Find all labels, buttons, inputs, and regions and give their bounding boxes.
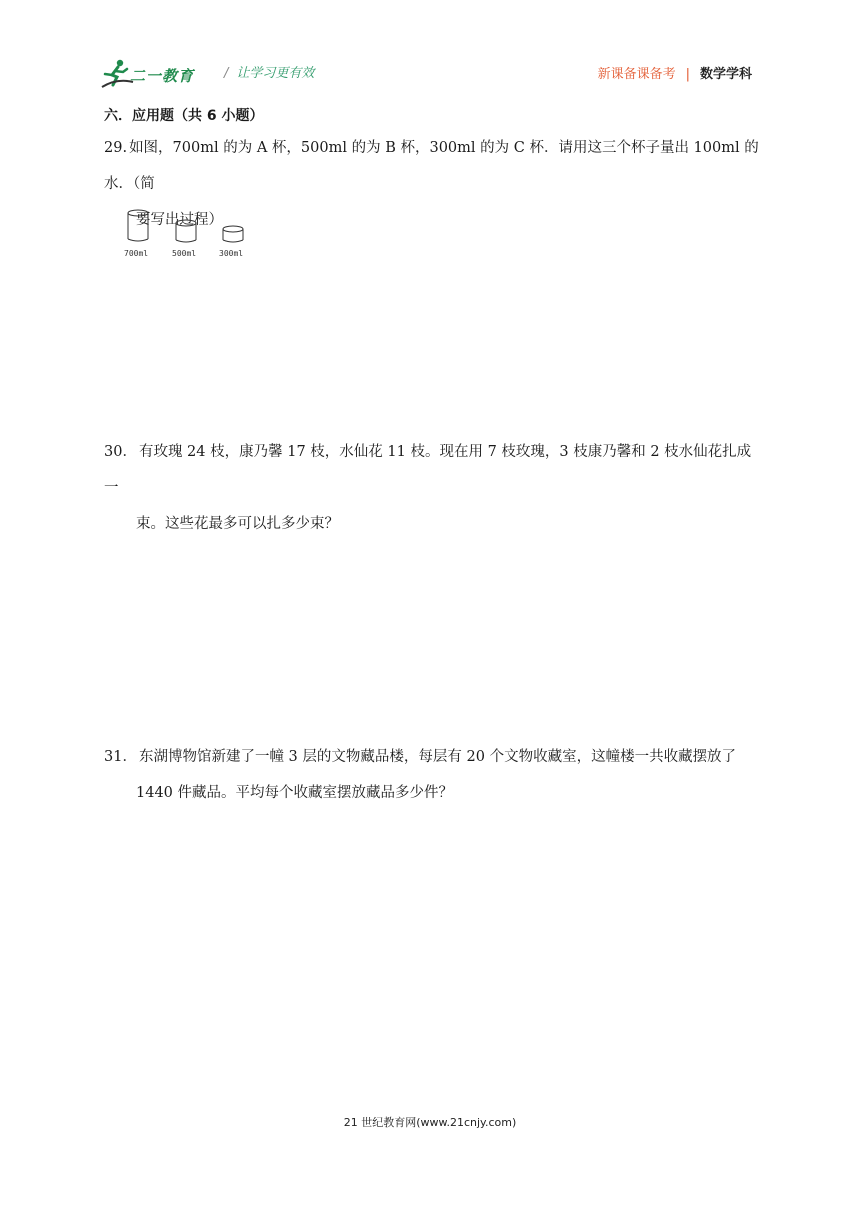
question-31 <box>104 739 764 811</box>
question-30 <box>104 434 764 542</box>
runner-logo-icon <box>100 56 134 90</box>
cups-figure <box>120 205 260 265</box>
question-text-line2: 束。这些花最多可以扎多少束？ <box>136 516 339 532</box>
section-title: 六．应用题（共 6 小题） <box>104 108 264 124</box>
page-header <box>100 52 760 92</box>
question-text-line1: 有玫瑰 24 枝，康乃馨 17 枝，水仙花 11 枝。现在用 7 枝玫瑰，3 枝康乃馨和 2 枝水仙花扎成一 <box>104 444 752 496</box>
cup-c-icon <box>223 226 243 242</box>
cup-b-icon <box>176 220 196 242</box>
header-tag-prep: 新课备课备考 <box>597 67 676 82</box>
question-text-line2: 1440 件藏品。平均每个收藏室摆放藏品多少件？ <box>136 785 454 801</box>
question-number: 31． <box>104 749 137 765</box>
question-number: 29. <box>104 140 128 156</box>
question-text-line2: 要写出过程） <box>136 212 223 228</box>
header-separator: | <box>685 67 690 82</box>
cup-label-b: 500ml <box>172 249 197 258</box>
question-text-line1: 如图，700ml 的为 A 杯，500ml 的为 B 杯，300ml 的为 C 杯．请用这三个杯子量出 100ml 的水．（简 <box>104 140 759 192</box>
logo <box>100 56 212 90</box>
cups-drawing <box>120 205 260 247</box>
question-text-line1: 东湖博物馆新建了一幢 3 层的文物藏品楼，每层有 20 个文物收藏室，这幢楼一共收藏摆放了 <box>138 749 737 765</box>
cup-a-icon <box>128 210 148 241</box>
slogan <box>224 62 314 81</box>
slogan-slash: / <box>224 66 229 81</box>
header-tags <box>598 63 752 82</box>
slogan-text: 让学习更有效 <box>236 66 315 81</box>
cup-label-a: 700ml <box>124 249 149 258</box>
page-footer: 21 世纪教育网(www.21cnjy.com) <box>343 1116 517 1129</box>
header-tag-subject: 数学学科 <box>699 67 752 82</box>
logo-text: 二一教育 <box>130 67 195 85</box>
question-number: 30． <box>104 444 137 460</box>
cup-label-c: 300ml <box>219 249 244 258</box>
